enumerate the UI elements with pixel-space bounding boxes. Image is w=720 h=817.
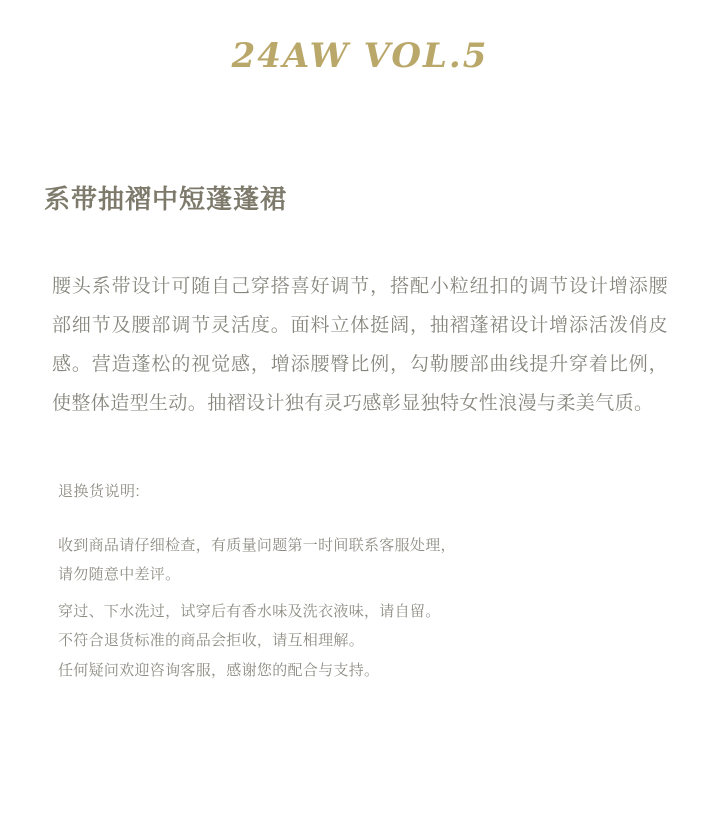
returns-policy-list <box>58 531 720 685</box>
brand-collection-heading: 24AW VOL.5 <box>231 36 489 76</box>
product-description-page <box>0 36 720 817</box>
returns-policy-section <box>58 480 720 685</box>
returns-policy-line: 不符合退货标准的商品会拒收，请互相理解。 <box>58 632 365 650</box>
returns-policy-line: 收到商品请仔细检查，有质量问题第一时间联系客服处理， <box>58 536 456 554</box>
returns-policy-line: 请勿随意中差评。 <box>58 565 181 583</box>
list-spacer <box>58 589 720 597</box>
returns-policy-line: 穿过、下水洗过，试穿后有香水味及洗衣液味，请自留。 <box>58 603 441 621</box>
returns-policy-heading: 退换货说明: <box>58 482 141 500</box>
product-description-text: 腰头系带设计可随自己穿搭喜好调节，搭配小粒纽扣的调节设计增添腰部细节及腰部调节灵活度。面料立体挺阔，抽褶蓬裙设计增添活泼俏皮感。营造蓬松的视觉感，增添腰臀比例，勾勒腰部曲线提升穿着比例，使整体造型生动。抽褶设计独有灵巧感彰显独特女性浪漫与柔美气质。 <box>52 275 668 414</box>
page-title: 系带抽褶中短蓬蓬裙 <box>44 183 288 214</box>
returns-policy-line: 任何疑问欢迎咨询客服，感谢您的配合与支持。 <box>58 661 380 679</box>
